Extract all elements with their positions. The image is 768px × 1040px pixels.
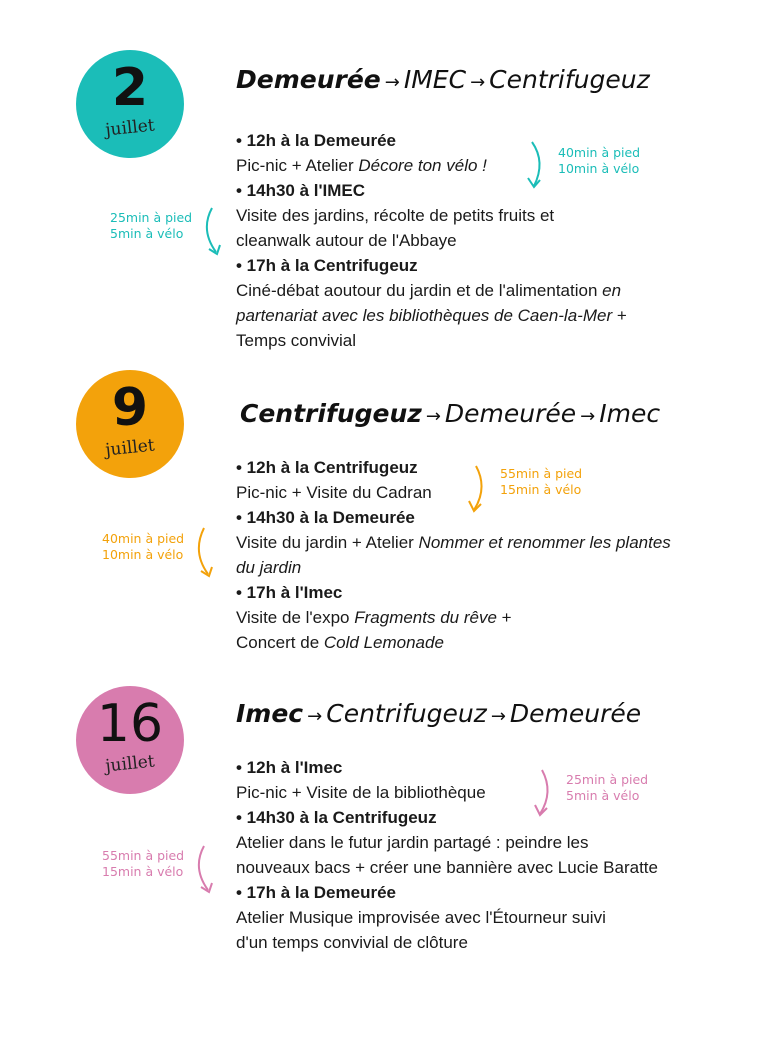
curved-arrow-icon [524,138,548,194]
route-second: Demeurée [444,399,577,428]
date-circle [76,686,184,794]
route-first: Demeurée [236,65,381,94]
date-day: 2 [111,58,149,118]
curved-arrow-icon [192,524,218,582]
route-arrow: → [490,706,506,727]
activity-line: Pic-nic + Visite de la bibliothèque [236,783,486,802]
route-arrow: → [470,72,486,93]
route-title [236,698,641,733]
activity-line: Ciné-débat aoutour du jardin et de l'alimentation en partenariat avec les bibliothèques de Caen-la-Mer + Temps convivial [236,281,627,350]
curved-arrow-icon [200,204,226,260]
date-circle [76,370,184,478]
program-body [236,455,676,655]
date-circle [76,50,184,158]
time-slot: • 14h30 à la Demeurée [236,508,415,527]
route-title [240,398,660,433]
travel-note-right: 55min à pied 15min à vélo [500,466,583,497]
activity-line: Atelier dans le futur jardin partagé : peindre les nouveaux bacs + créer une bannière avec Lucie Baratte [236,833,658,877]
activity-line: Pic-nic + Visite du Cadran [236,483,432,502]
time-slot: • 14h30 à l'IMEC [236,181,366,200]
date-month: juillet [104,751,156,777]
route-third: Imec [599,399,661,428]
route-arrow: → [580,406,596,427]
date-day: 16 [96,694,164,754]
route-third: Demeurée [509,699,642,728]
date-day: 9 [111,378,149,438]
time-slot: • 14h30 à la Centrifugeuz [236,808,437,827]
activity-line: Concert de Cold Lemonade [236,633,444,652]
activity-line: Atelier Musique improvisée avec l'Étourneur suivi d'un temps convivial de clôture [236,908,606,952]
time-slot: • 12h à l'Imec [236,758,343,777]
curved-arrow-icon [192,842,218,898]
route-second: IMEC [403,65,467,94]
activity-line: Pic-nic + Atelier Décore ton vélo ! [236,156,487,175]
curved-arrow-icon [532,766,556,822]
travel-note-left: 40min à pied 10min à vélo [102,531,185,562]
travel-note-left: 25min à pied 5min à vélo [110,210,193,241]
date-month: juillet [104,435,156,461]
route-first: Centrifugeuz [240,399,422,428]
activity-line: Visite du jardin + Atelier Nommer et renommer les plantes du jardin [236,533,671,577]
date-month: juillet [104,115,156,141]
travel-note-right: 25min à pied 5min à vélo [566,772,649,803]
time-slot: • 17h à l'Imec [236,583,343,602]
curved-arrow-icon [466,462,490,518]
route-second: Centrifugeuz [326,699,487,728]
time-slot: • 17h à la Centrifugeuz [236,256,418,275]
route-arrow: → [307,706,323,727]
travel-note-left: 55min à pied 15min à vélo [102,848,185,879]
travel-note-right: 40min à pied 10min à vélo [558,145,641,176]
route-third: Centrifugeuz [489,65,650,94]
time-slot: • 17h à la Demeurée [236,883,396,902]
route-title [236,64,650,99]
route-arrow: → [425,406,441,427]
time-slot: • 12h à la Demeurée [236,131,396,150]
activity-line: Visite des jardins, récolte de petits fruits et cleanwalk autour de l'Abbaye [236,206,555,250]
route-first: Imec [236,699,304,728]
time-slot: • 12h à la Centrifugeuz [236,458,418,477]
route-arrow: → [384,72,400,93]
activity-line: Visite de l'expo Fragments du rêve + [236,608,512,627]
